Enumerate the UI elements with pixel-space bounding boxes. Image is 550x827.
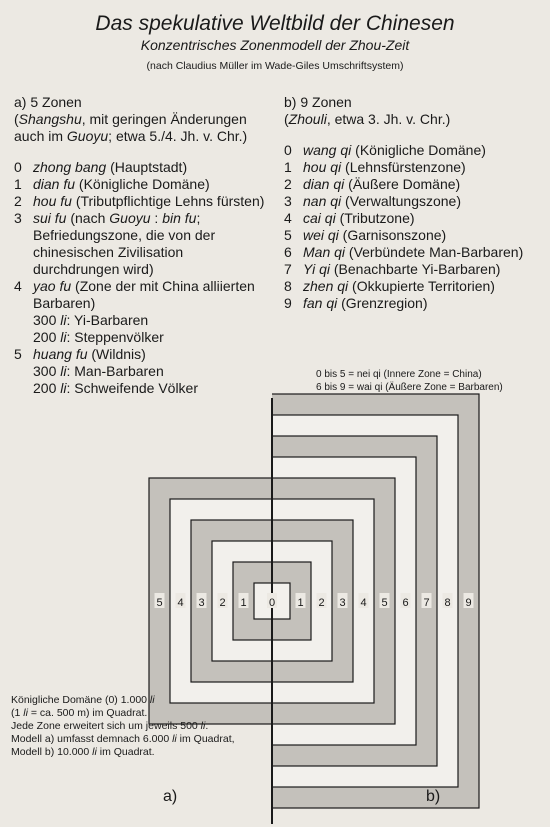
zone-term: Guoyu [109,210,151,226]
zone-desc: (Garnisonszone) [338,227,447,243]
caption-unit: li [23,707,28,719]
zone-desc: (nach [66,210,110,226]
caption-line [11,746,271,759]
zone-number: 3 [14,210,22,226]
subzone-desc: : Man-Barbaren [66,363,164,379]
subzone-unit: li [60,329,67,345]
caption-text: . [205,720,209,732]
note-term: Zhouli [288,111,327,127]
diagram-label-a: a) [163,788,178,805]
zone-term: bin fu [162,210,197,226]
caption-unit: li [149,694,155,706]
zone-term: sui fu [33,210,67,226]
zone-term: dian fu [33,176,76,192]
zone-number: 4 [14,278,22,294]
diagram-caption [11,694,271,759]
zone-term: Yi qi [303,261,330,277]
caption-line [11,707,271,720]
zone-desc: ; Befriedungszone, die von der chinesischen Zivilisation durchdrungen wird) [33,210,216,277]
zone-desc: (Zone der mit China alliierten Barbaren) [33,278,255,311]
zone-desc: (Grenzregion) [337,295,428,311]
zone-label-0: 0 [268,597,276,609]
note-text: ; etwa 5./4. Jh. v. Chr.) [108,128,248,144]
zone-number: 5 [14,346,22,362]
note-text: , mit geringen Änderungen auch im [14,111,247,144]
note-text: ( [284,111,289,127]
page-title: Das spekulative Weltbild der Chinesen [95,12,455,35]
caption-line [11,733,271,746]
zone-number: 4 [284,210,292,226]
zone-desc: (Hauptstadt) [106,159,188,175]
zone-label-b-5: 5 [381,597,388,609]
zone-desc: (Verbündete Man-Barbaren) [345,244,524,260]
subzone-dist: 300 [33,363,61,379]
subzone-desc: : Steppenvölker [66,329,164,345]
model-b-heading: b) 9 Zonen [284,94,352,110]
zone-number: 0 [14,159,22,175]
zone-label-a-4: 4 [177,597,184,609]
zone-desc: (Tributzone) [335,210,415,226]
source-note: (nach Claudius Müller im Wade-Giles Umschriftsystem) [146,60,404,72]
zone-label-b-7: 7 [423,597,430,609]
caption-unit: li [92,746,97,758]
zone-term: Man qi [303,244,346,260]
subzone-dist: 200 [33,380,61,396]
caption-text: Modell b) 10.000 [11,746,93,758]
zone-desc: (Königliche Domäne) [351,142,486,158]
caption-text: (1 [11,707,24,719]
caption-line [11,720,271,733]
zone-term: hou fu [33,193,72,209]
zone-number: 2 [284,176,292,192]
zone-desc: (Benachbarte Yi-Barbaren) [329,261,501,277]
zone-term: hou qi [303,159,342,175]
subzone-unit: li [60,363,67,379]
zone-label-a-5: 5 [156,597,163,609]
zone-number: 8 [284,278,292,294]
subzone-unit: li [60,312,67,328]
subzone-dist: 300 [33,312,61,328]
zone-number: 1 [284,159,292,175]
zone-term: wei qi [303,227,339,243]
zone-desc: (Äußere Domäne) [344,176,461,192]
zone-label-a-1: 1 [240,597,247,609]
zone-desc: (Lehnsfürstenzone) [341,159,466,175]
zone-desc: (Verwaltungszone) [341,193,461,209]
zone-desc: (Königliche Domäne) [75,176,210,192]
zone-term: yao fu [33,278,72,294]
zone-number: 7 [284,261,292,277]
caption-text: im Quadrat. [96,746,155,758]
zone-label-b-6: 6 [402,597,409,609]
zone-label-b-4: 4 [360,597,367,609]
zone-number: 1 [14,176,22,192]
caption-text: im Quadrat, [176,733,235,745]
page-subtitle: Konzentrisches Zonenmodell der Zhou-Zeit [140,37,410,53]
caption-text: Königliche Domäne (0) 1.000 [11,694,150,706]
zone-number: 9 [284,295,292,311]
caption-text: = ca. 500 m) im Quadrat. [27,707,148,719]
note-term: Guoyu [66,128,109,144]
zone-number: 5 [284,227,292,243]
zone-number: 0 [284,142,292,158]
zone-term: cai qi [303,210,336,226]
outer-zone-note: 6 bis 9 = wai qi (Äußere Zone = Barbaren) [316,382,503,393]
zone-term: huang fu [33,346,88,362]
zone-label-b-1: 1 [297,597,304,609]
zone-term: wang qi [303,142,352,158]
note-term: Shangshu [18,111,82,127]
caption-text: Modell a) umfasst demnach 6.000 [11,733,173,745]
subzone-desc: : Schweifende Völker [66,380,199,396]
zone-desc: (Wildnis) [87,346,146,362]
zone-label-b-9: 9 [465,597,472,609]
zone-term: zhong bang [33,159,107,175]
caption-line [11,694,271,707]
zone-desc: (Okkupierte Territorien) [348,278,495,294]
zone-term: nan qi [303,193,342,209]
zone-term: zhen qi [303,278,349,294]
inner-zone-note: 0 bis 5 = nei qi (Innere Zone = China) [316,369,482,380]
zone-term: dian qi [303,176,345,192]
zone-label-a-3: 3 [198,597,205,609]
note-text: , etwa 3. Jh. v. Chr.) [326,111,451,127]
zone-label-b-3: 3 [339,597,346,609]
subzone-desc: : Yi-Barbaren [66,312,149,328]
zone-desc: : [150,210,163,226]
caption-text: Jede Zone erweitert sich um jeweils 500 [11,720,201,732]
subzone-unit: li [60,380,67,396]
caption-unit: li [200,720,206,732]
zone-number: 2 [14,193,22,209]
zone-label-b-8: 8 [444,597,451,609]
zone-number: 3 [284,193,292,209]
zone-number: 6 [284,244,292,260]
zone-label-a-2: 2 [219,597,226,609]
diagram-label-b: b) [426,788,441,805]
zone-label-b-2: 2 [318,597,325,609]
caption-unit: li [172,733,177,745]
zone-desc: (Tributpflichtige Lehns fürsten) [71,193,265,209]
subzone-dist: 200 [33,329,61,345]
zone-term: fan qi [303,295,338,311]
model-a-heading: a) 5 Zonen [14,94,82,110]
note-text: ( [14,111,19,127]
